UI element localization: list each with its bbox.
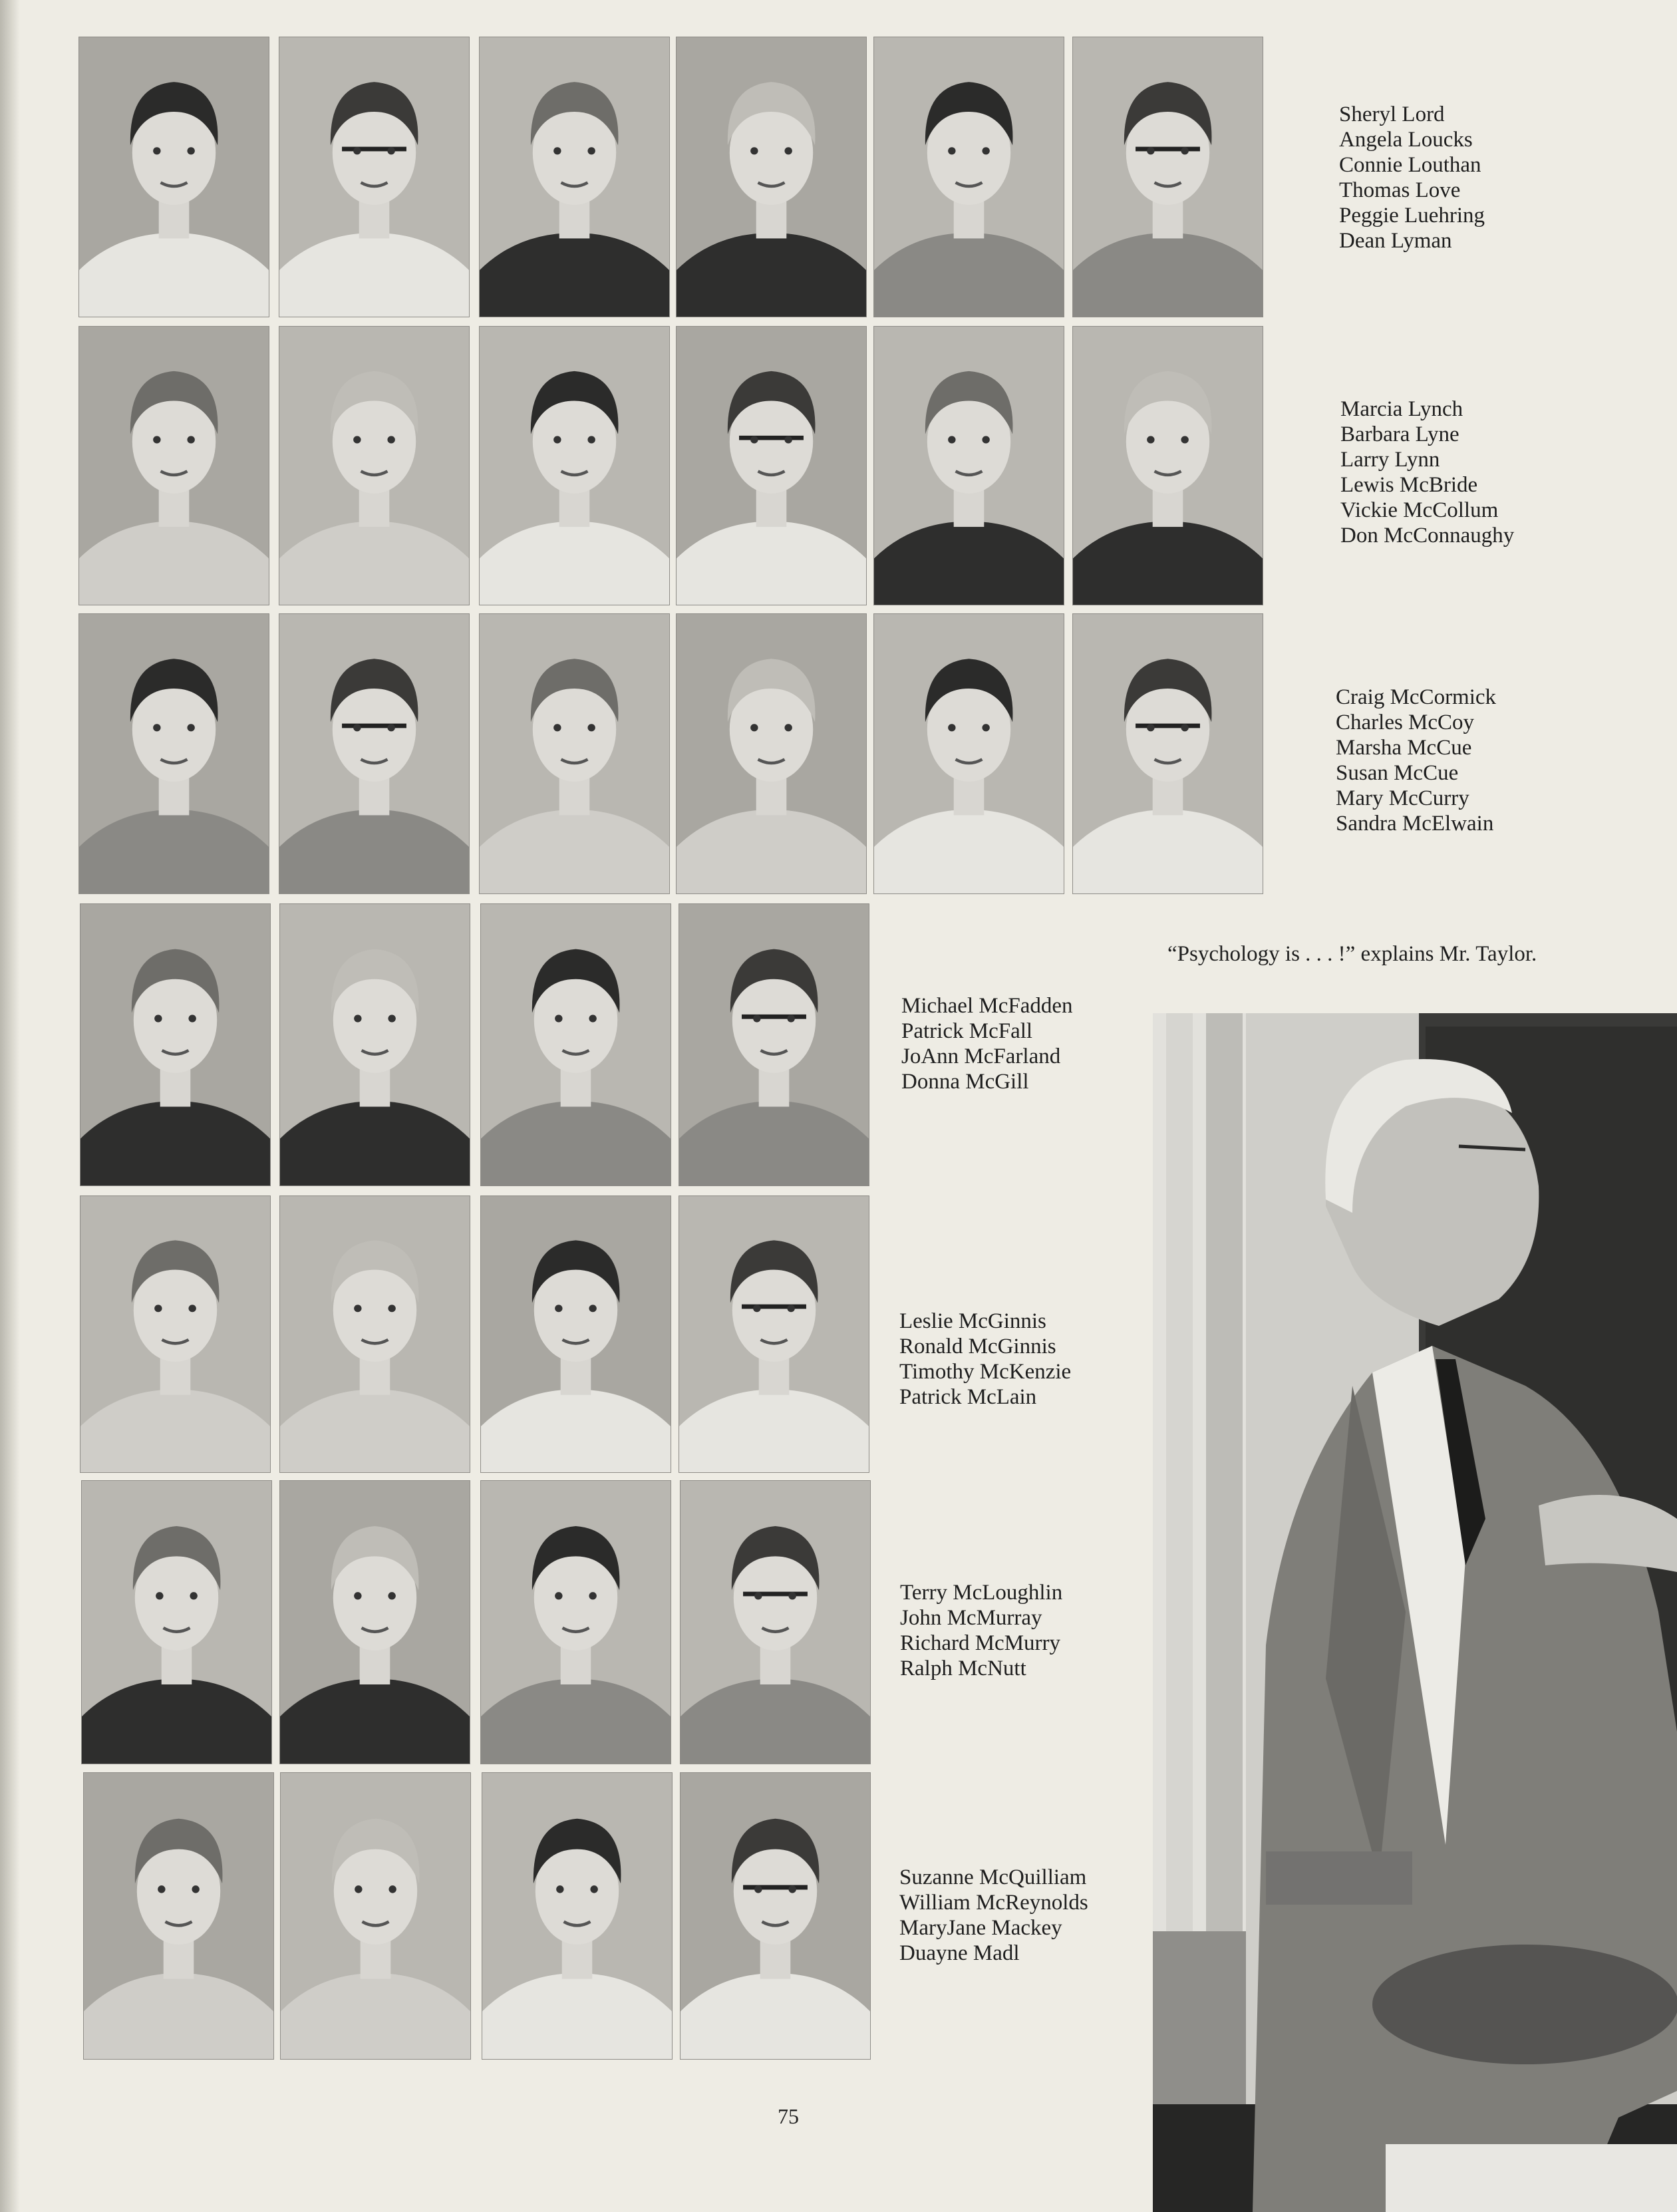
student-portrait: [279, 903, 470, 1186]
student-portrait: [80, 1195, 271, 1473]
student-name: Barbara Lyne: [1340, 422, 1459, 446]
classroom-photo: [1153, 1013, 1677, 2212]
student-name: Vickie McCollum: [1340, 498, 1499, 522]
student-portrait: [1072, 613, 1263, 894]
student-name: Dean Lyman: [1339, 229, 1452, 253]
student-portrait: [480, 903, 671, 1186]
student-name: Marsha McCue: [1336, 736, 1472, 760]
student-name: Suzanne McQuilliam: [899, 1865, 1087, 1889]
student-portrait: [1072, 326, 1263, 605]
student-portrait: [680, 1772, 871, 2060]
student-portrait: [480, 1195, 671, 1473]
student-name: Ronald McGinnis: [899, 1335, 1056, 1358]
student-name: William McReynolds: [899, 1891, 1088, 1915]
student-portrait: [80, 903, 271, 1186]
student-name: Timothy McKenzie: [899, 1360, 1072, 1384]
student-name: Peggie Luehring: [1339, 204, 1485, 228]
student-portrait: [78, 613, 269, 894]
name-list: [900, 1580, 1062, 1681]
student-name: Thomas Love: [1339, 178, 1461, 202]
student-name: Don McConnaughy: [1340, 524, 1515, 548]
page-number: 75: [778, 2104, 799, 2128]
student-portrait: [78, 326, 269, 605]
student-name: Terry McLoughlin: [900, 1581, 1063, 1605]
student-portrait: [279, 326, 470, 605]
student-portrait: [1072, 37, 1263, 317]
student-name: John McMurray: [900, 1606, 1042, 1630]
student-name: Larry Lynn: [1340, 448, 1440, 472]
name-list: [1339, 102, 1485, 253]
student-portrait: [279, 1480, 470, 1764]
student-name: Craig McCormick: [1336, 685, 1497, 709]
book-spine-shadow: [0, 0, 20, 2212]
student-portrait: [679, 1195, 869, 1473]
student-name: Patrick McLain: [899, 1385, 1037, 1409]
student-name: Donna McGill: [901, 1070, 1029, 1094]
student-name: Duayne Madl: [899, 1941, 1020, 1965]
student-portrait: [679, 903, 869, 1186]
student-portrait: [873, 613, 1064, 894]
student-name: Richard McMurry: [900, 1631, 1061, 1655]
student-portrait: [78, 37, 269, 317]
student-portrait: [479, 37, 670, 317]
name-list: [899, 1309, 1071, 1410]
student-name: Mary McCurry: [1336, 786, 1469, 810]
student-name: Connie Louthan: [1339, 153, 1481, 177]
student-name: Patrick McFall: [901, 1019, 1033, 1043]
student-portrait: [81, 1480, 272, 1764]
name-list: [899, 1865, 1088, 1966]
photo-caption: “Psychology is . . . !” explains Mr. Taylor.: [1167, 942, 1537, 966]
student-name: Angela Loucks: [1339, 128, 1473, 152]
student-portrait: [676, 613, 867, 894]
student-name: Michael McFadden: [901, 994, 1073, 1018]
name-list: [1340, 396, 1514, 548]
student-name: MaryJane Mackey: [899, 1916, 1062, 1940]
student-portrait: [676, 37, 867, 317]
student-portrait: [280, 1772, 471, 2060]
student-name: Charles McCoy: [1336, 711, 1475, 734]
student-portrait: [279, 37, 470, 317]
student-portrait: [680, 1480, 871, 1764]
student-name: Susan McCue: [1336, 761, 1459, 785]
student-portrait: [83, 1772, 274, 2060]
student-portrait: [279, 613, 470, 894]
student-portrait: [676, 326, 867, 605]
student-portrait: [279, 1195, 470, 1473]
student-portrait: [479, 326, 670, 605]
student-name: JoAnn McFarland: [901, 1044, 1061, 1068]
name-list: [901, 993, 1073, 1094]
student-name: Ralph McNutt: [900, 1657, 1026, 1680]
name-list: [1336, 685, 1496, 836]
student-name: Lewis McBride: [1340, 473, 1478, 497]
student-name: Leslie McGinnis: [899, 1309, 1046, 1333]
student-portrait: [873, 326, 1064, 605]
student-name: Sandra McElwain: [1336, 812, 1494, 836]
student-portrait: [479, 613, 670, 894]
student-portrait: [873, 37, 1064, 317]
student-name: Marcia Lynch: [1340, 397, 1463, 421]
student-portrait: [480, 1480, 671, 1764]
student-portrait: [482, 1772, 673, 2060]
student-name: Sheryl Lord: [1339, 102, 1445, 126]
